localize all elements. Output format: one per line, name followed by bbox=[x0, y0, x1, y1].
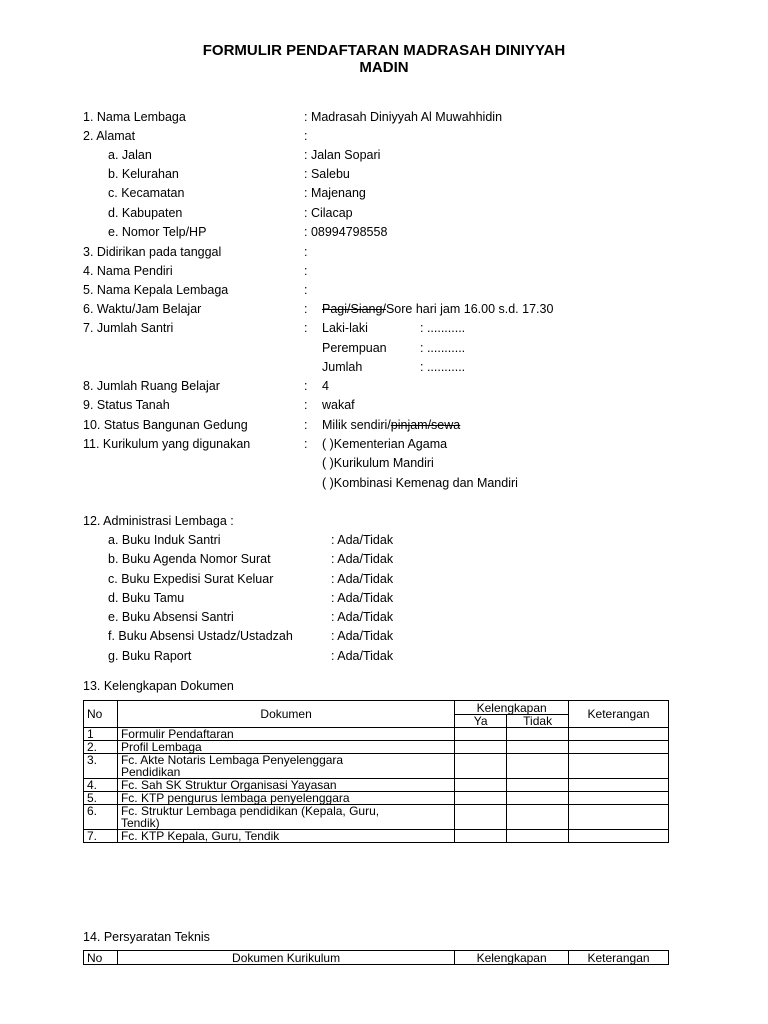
row-tidak-cell[interactable] bbox=[507, 792, 569, 805]
field-colon-santri: : bbox=[304, 321, 308, 335]
row-ya-cell[interactable] bbox=[455, 779, 507, 792]
row-no: 7. bbox=[84, 830, 118, 843]
field-label-ruang: 8. Jumlah Ruang Belajar bbox=[83, 379, 220, 393]
row-keterangan-cell[interactable] bbox=[569, 728, 669, 741]
field-label-bangunan: 10. Status Bangunan Gedung bbox=[83, 418, 248, 432]
dokumen-col-no: No bbox=[84, 701, 118, 728]
field-value-jalan: : Jalan Sopari bbox=[304, 148, 381, 162]
field-colon-bangunan: : bbox=[304, 418, 308, 432]
dokumen-heading: 13. Kelengkapan Dokumen bbox=[83, 679, 234, 693]
row-tidak-cell[interactable] bbox=[507, 805, 569, 830]
bangunan-text: Milik sendiri/ bbox=[322, 418, 391, 432]
admin-value-induk: : Ada/Tidak bbox=[331, 533, 394, 547]
row-no: 4. bbox=[84, 779, 118, 792]
admin-label-raport: g. Buku Raport bbox=[108, 649, 192, 663]
teknis-col-dokumen: Dokumen Kurikulum bbox=[117, 951, 454, 965]
dokumen-col-keterangan: Keterangan bbox=[569, 701, 669, 728]
dokumen-col-tidak: Tidak bbox=[507, 715, 569, 728]
santri-label-jumlah: Jumlah bbox=[322, 360, 363, 374]
field-label-kabupaten: d. Kabupaten bbox=[108, 206, 183, 220]
waktu-struck-text: Pagi/Siang/ bbox=[322, 302, 386, 316]
table-row bbox=[84, 805, 669, 830]
row-tidak-cell[interactable] bbox=[507, 754, 569, 779]
field-value-kelurahan: : Salebu bbox=[304, 167, 350, 181]
field-value-waktu bbox=[322, 302, 553, 317]
row-keterangan-cell[interactable] bbox=[569, 779, 669, 792]
dokumen-header-row bbox=[84, 701, 669, 715]
table-row bbox=[84, 754, 669, 779]
row-ya-cell[interactable] bbox=[455, 805, 507, 830]
row-ya-cell[interactable] bbox=[455, 792, 507, 805]
field-value-tanah: wakaf bbox=[322, 398, 355, 412]
form-title-line1: FORMULIR PENDAFTARAN MADRASAH DINIYYAH bbox=[202, 42, 566, 59]
waktu-text: Sore hari jam 16.00 s.d. 17.30 bbox=[385, 302, 554, 316]
field-colon-waktu: : bbox=[304, 302, 308, 316]
table-row bbox=[84, 792, 669, 805]
admin-value-absensi-ustadz: : Ada/Tidak bbox=[331, 629, 394, 643]
santri-value-jumlah: : ........... bbox=[420, 360, 466, 374]
row-doc: Profil Lembaga bbox=[117, 741, 454, 754]
admin-label-induk: a. Buku Induk Santri bbox=[108, 533, 221, 547]
bangunan-struck-text: pinjam/sewa bbox=[390, 418, 461, 432]
admin-value-absensi-santri: : Ada/Tidak bbox=[331, 610, 394, 624]
row-ya-cell[interactable] bbox=[455, 754, 507, 779]
field-value-telp: : 08994798558 bbox=[304, 225, 388, 239]
field-label-alamat: 2. Alamat bbox=[83, 129, 136, 143]
teknis-col-no: No bbox=[84, 951, 118, 965]
dokumen-col-ya: Ya bbox=[455, 715, 507, 728]
field-label-santri: 7. Jumlah Santri bbox=[83, 321, 174, 335]
field-label-tanah: 9. Status Tanah bbox=[83, 398, 170, 412]
row-doc: Fc. Akte Notaris Lembaga Penyelenggara Pendidikan bbox=[117, 754, 454, 779]
dokumen-table bbox=[83, 700, 669, 843]
row-ya-cell[interactable] bbox=[455, 728, 507, 741]
field-label-kelurahan: b. Kelurahan bbox=[108, 167, 179, 181]
field-colon-kurikulum: : bbox=[304, 437, 308, 451]
teknis-col-kelengkapan: Kelengkapan bbox=[455, 951, 569, 965]
teknis-header-row bbox=[84, 951, 669, 965]
table-row bbox=[84, 741, 669, 754]
teknis-col-keterangan: Keterangan bbox=[569, 951, 669, 965]
santri-label-laki: Laki-laki bbox=[322, 321, 368, 335]
field-label-didirikan: 3. Didirikan pada tanggal bbox=[83, 245, 222, 259]
field-label-kepala: 5. Nama Kepala Lembaga bbox=[83, 283, 229, 297]
row-ya-cell[interactable] bbox=[455, 741, 507, 754]
administrasi-heading: 12. Administrasi Lembaga : bbox=[83, 514, 234, 528]
field-label-jalan: a. Jalan bbox=[108, 148, 152, 162]
dokumen-col-dokumen: Dokumen bbox=[117, 701, 454, 728]
row-tidak-cell[interactable] bbox=[507, 741, 569, 754]
admin-value-expedisi: : Ada/Tidak bbox=[331, 572, 394, 586]
row-doc: Formulir Pendaftaran bbox=[117, 728, 454, 741]
row-doc: Fc. Struktur Lembaga pendidikan (Kepala, Guru, Tendik) bbox=[117, 805, 454, 830]
teknis-table bbox=[83, 950, 669, 965]
row-doc: Fc. Sah SK Struktur Organisasi Yayasan bbox=[117, 779, 454, 792]
row-ya-cell[interactable] bbox=[455, 830, 507, 843]
row-no: 1 bbox=[84, 728, 118, 741]
field-label-telp: e. Nomor Telp/HP bbox=[108, 225, 207, 239]
field-label-waktu: 6. Waktu/Jam Belajar bbox=[83, 302, 202, 316]
table-row bbox=[84, 779, 669, 792]
admin-value-agenda: : Ada/Tidak bbox=[331, 552, 394, 566]
admin-value-raport: : Ada/Tidak bbox=[331, 649, 394, 663]
field-value-kecamatan: : Majenang bbox=[304, 186, 366, 200]
row-no: 6. bbox=[84, 805, 118, 830]
row-doc: Fc. KTP Kepala, Guru, Tendik bbox=[117, 830, 454, 843]
kurikulum-option-kombinasi[interactable]: ( )Kombinasi Kemenag dan Mandiri bbox=[322, 476, 518, 490]
admin-label-absensi-santri: e. Buku Absensi Santri bbox=[108, 610, 234, 624]
field-label-kurikulum: 11. Kurikulum yang digunakan bbox=[83, 437, 251, 451]
teknis-heading: 14. Persyaratan Teknis bbox=[83, 930, 210, 944]
row-no: 5. bbox=[84, 792, 118, 805]
field-label-nama-lembaga: 1. Nama Lembaga bbox=[83, 110, 186, 124]
field-value-kabupaten: : Cilacap bbox=[304, 206, 353, 220]
santri-value-perempuan: : ........... bbox=[420, 341, 466, 355]
field-value-nama-lembaga: : Madrasah Diniyyah Al Muwahhidin bbox=[304, 110, 503, 124]
field-value-bangunan bbox=[322, 418, 460, 433]
row-keterangan-cell[interactable] bbox=[569, 741, 669, 754]
field-label-pendiri: 4. Nama Pendiri bbox=[83, 264, 173, 278]
row-keterangan-cell[interactable] bbox=[569, 805, 669, 830]
field-value-pendiri: : bbox=[304, 264, 308, 278]
field-value-alamat: : bbox=[304, 129, 308, 143]
admin-label-absensi-ustadz: f. Buku Absensi Ustadz/Ustadzah bbox=[108, 629, 293, 643]
santri-label-perempuan: Perempuan bbox=[322, 341, 387, 355]
field-label-kecamatan: c. Kecamatan bbox=[108, 186, 185, 200]
row-tidak-cell[interactable] bbox=[507, 779, 569, 792]
row-no: 3. bbox=[84, 754, 118, 779]
row-keterangan-cell[interactable] bbox=[569, 754, 669, 779]
field-colon-tanah: : bbox=[304, 398, 308, 412]
table-row bbox=[84, 830, 669, 843]
kurikulum-option-kemenag[interactable]: ( )Kementerian Agama bbox=[322, 437, 448, 451]
row-no: 2. bbox=[84, 741, 118, 754]
admin-label-expedisi: c. Buku Expedisi Surat Keluar bbox=[108, 572, 274, 586]
form-title-line2: MADIN bbox=[359, 59, 409, 76]
row-tidak-cell[interactable] bbox=[507, 728, 569, 741]
santri-value-laki: : ........... bbox=[420, 321, 466, 335]
table-row bbox=[84, 728, 669, 741]
admin-label-agenda: b. Buku Agenda Nomor Surat bbox=[108, 552, 271, 566]
row-doc: Fc. KTP pengurus lembaga penyelenggara bbox=[117, 792, 454, 805]
field-value-ruang: 4 bbox=[322, 379, 329, 393]
field-colon-ruang: : bbox=[304, 379, 308, 393]
field-value-kepala: : bbox=[304, 283, 308, 297]
admin-value-tamu: : Ada/Tidak bbox=[331, 591, 394, 605]
row-keterangan-cell[interactable] bbox=[569, 830, 669, 843]
admin-label-tamu: d. Buku Tamu bbox=[108, 591, 185, 605]
row-tidak-cell[interactable] bbox=[507, 830, 569, 843]
kurikulum-option-mandiri[interactable]: ( )Kurikulum Mandiri bbox=[322, 456, 434, 470]
row-keterangan-cell[interactable] bbox=[569, 792, 669, 805]
dokumen-col-kelengkapan: Kelengkapan bbox=[455, 701, 569, 715]
field-value-didirikan: : bbox=[304, 245, 308, 259]
